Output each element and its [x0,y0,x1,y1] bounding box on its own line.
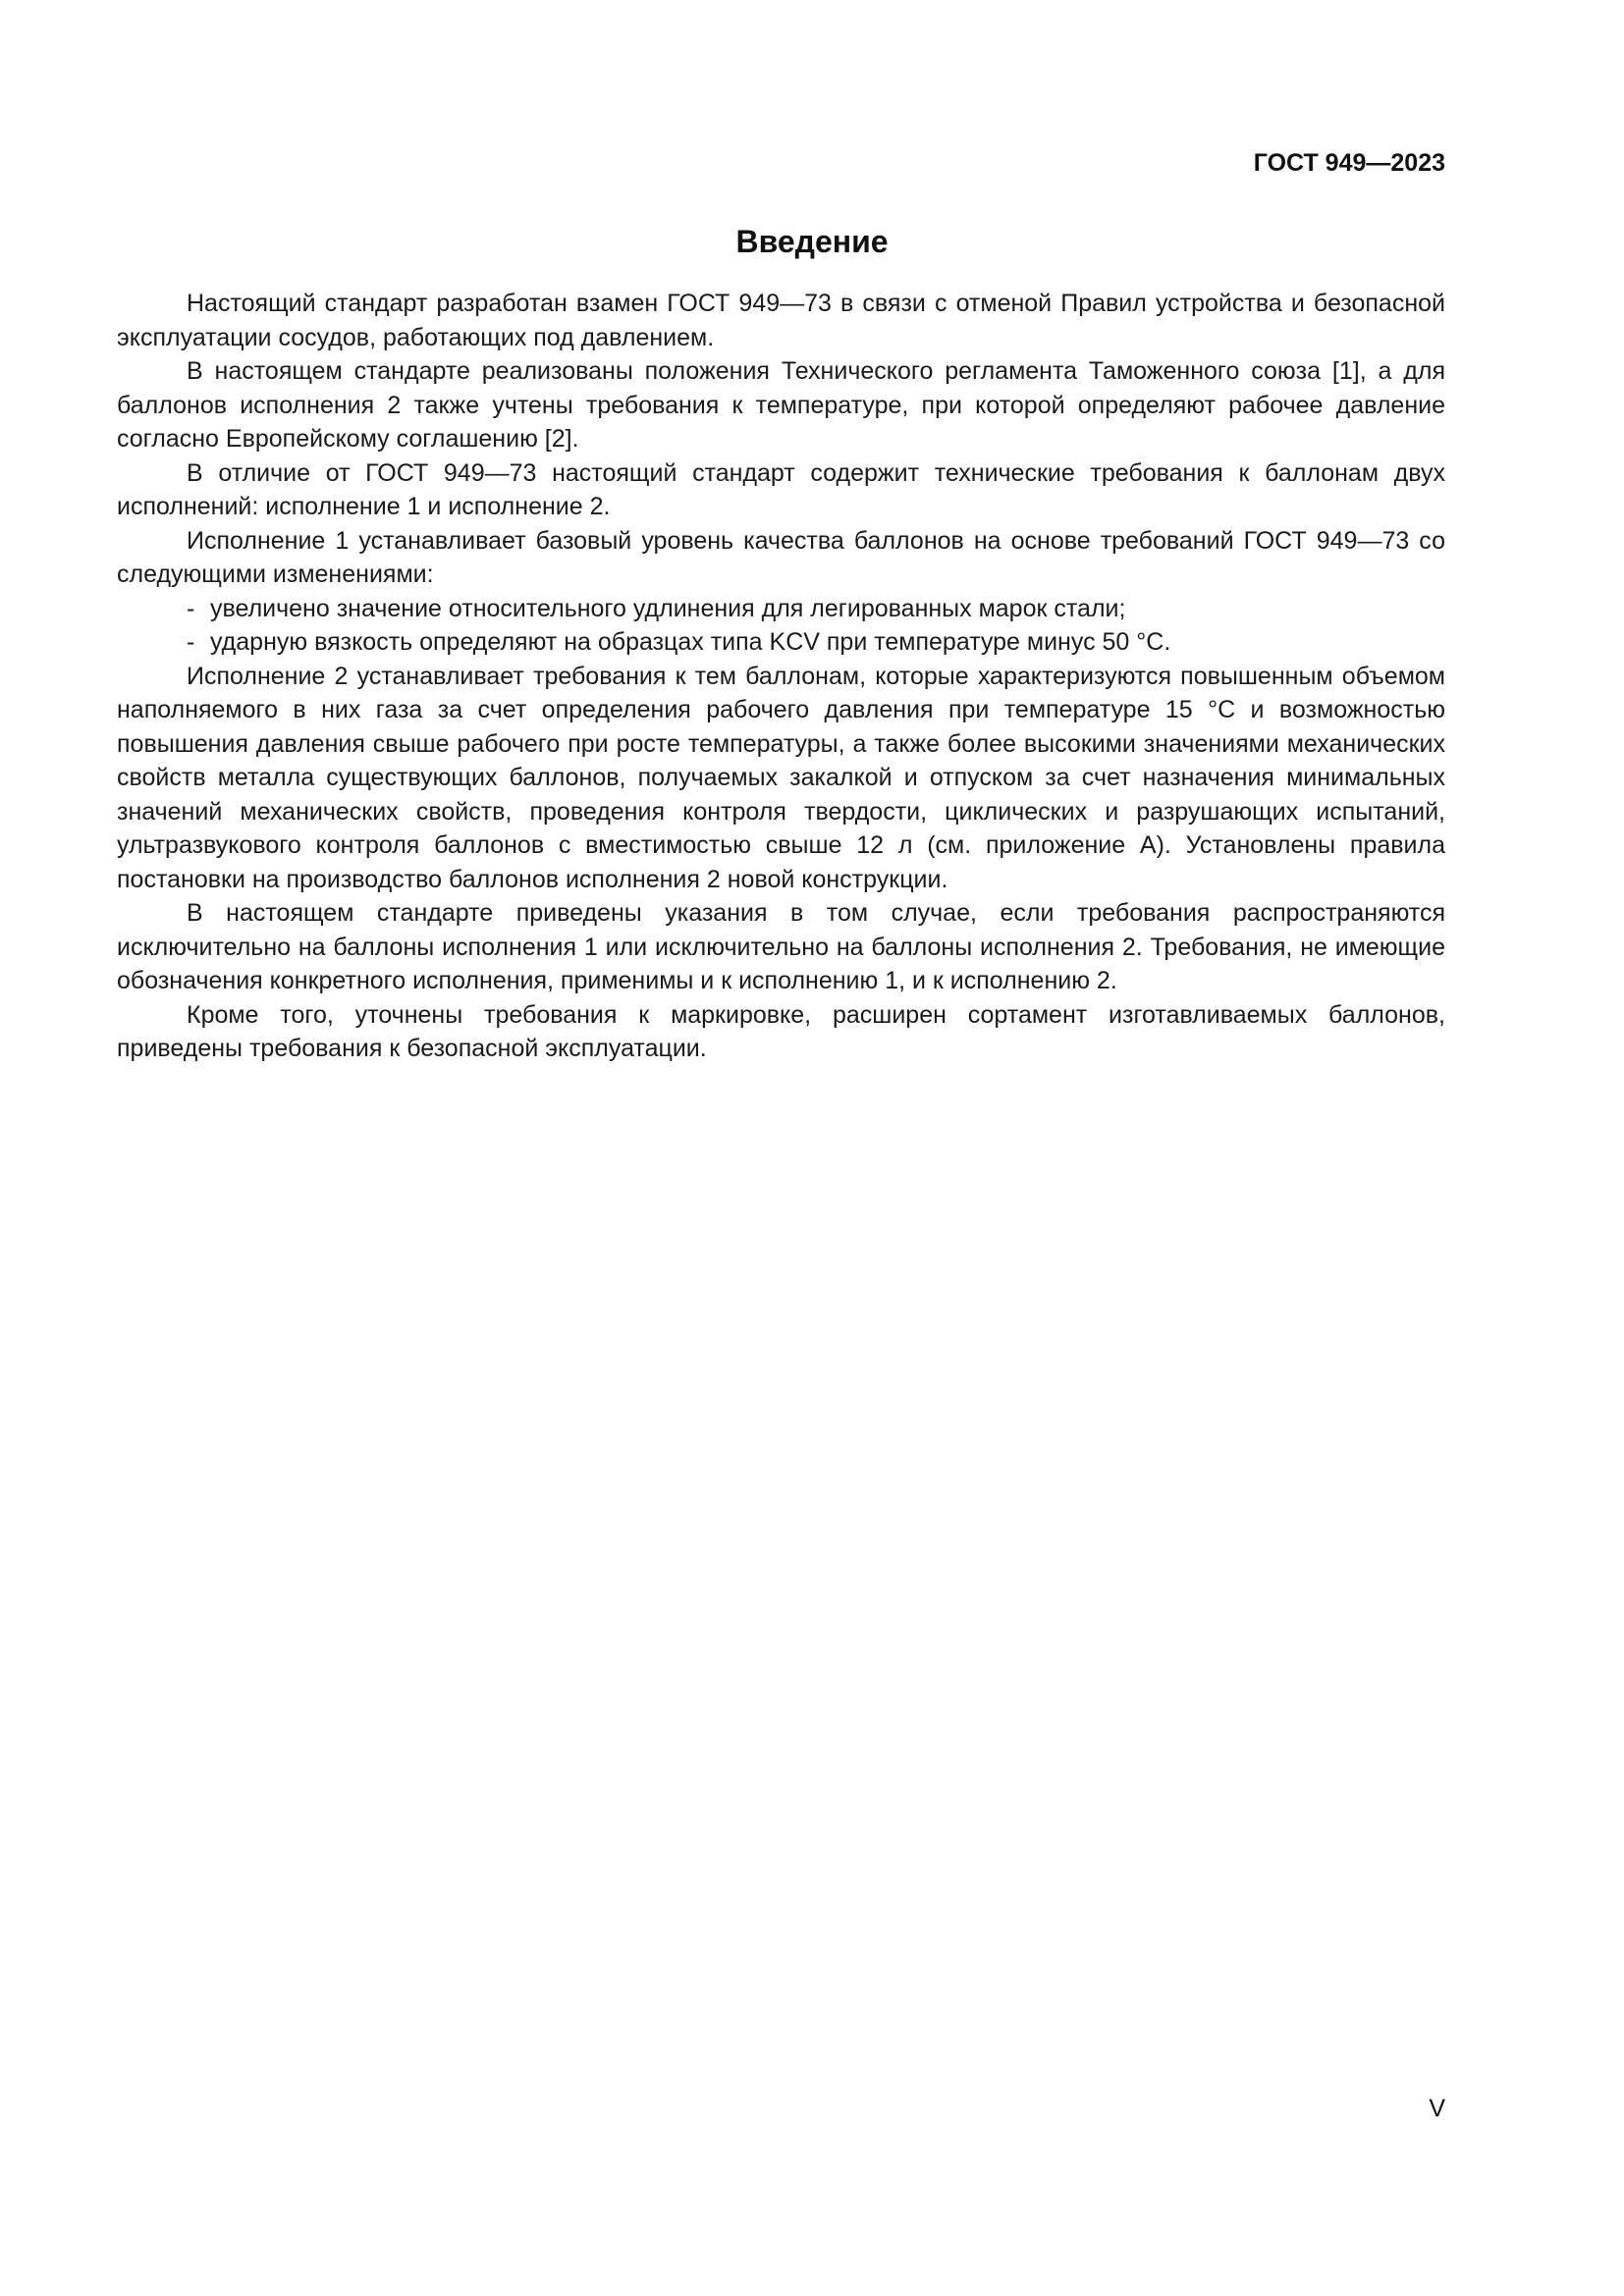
document-body [117,287,1445,1066]
list-marker: - [187,594,195,622]
list-item [117,592,1445,626]
page-number: V [1429,2095,1445,2122]
paragraph: Исполнение 2 устанавливает требования к тем баллонам, которые характеризуются повышенным объемом наполняемого в них газа за счет определения рабочего давления при температуре 15 °C и возможностью повышения давления свыше рабочего при росте температуры, а также более высокими значениями механических свойств металла существующих баллонов, получаемых закалкой и отпуском за счет назначения минимальных значений механических свойств, проведения контроля твердости, циклических и разрушающих испытаний, ультразвукового контроля баллонов с вместимостью свыше 12 л (см. приложение А). Установлены правила постановки на производство баллонов исполнения 2 новой конструкции. [117,662,1445,893]
list-item-text: увеличено значение относительного удлинения для легированных марок стали; [210,594,1126,622]
list-marker: - [187,628,195,656]
paragraph: Исполнение 1 устанавливает базовый уровень качества баллонов на основе требований ГОСТ 949—73 со следующими изменениями: [117,526,1445,588]
list-item [117,625,1445,660]
document-code: ГОСТ 949—2023 [1253,149,1445,177]
paragraph: В отличие от ГОСТ 949—73 настоящий стандарт содержит технические требования к баллонам двух исполнений: исполнение 1 и исполнение 2. [117,458,1445,520]
section-title: Введение [735,224,889,259]
paragraph: В настоящем стандарте реализованы положения Технического регламента Таможенного союза [1], а для баллонов исполнения 2 также учтены требования к температуре, при которой определяют рабочее давление согласно Европейскому соглашению [2]. [117,357,1445,453]
paragraph: В настоящем стандарте приведены указания в том случае, если требования распространяются исключительно на баллоны исполнения 1 или исключительно на баллоны исполнения 2. Требования, не имеющие обозначения конкретного исполнения, применимы и к исполнению 1, и к исполнению 2. [117,899,1445,994]
list-item-text: ударную вязкость определяют на образцах типа KCV при температуре минус 50 °C. [210,628,1171,656]
paragraph: Кроме того, уточнены требования к маркировке, расширен сортамент изготавливаемых баллонов, приведены требования к безопасной эксплуатации. [117,1000,1445,1062]
paragraph: Настоящий стандарт разработан взамен ГОСТ 949—73 в связи с отменой Правил устройства и безопасной эксплуатации сосудов, работающих под давлением. [117,290,1445,351]
